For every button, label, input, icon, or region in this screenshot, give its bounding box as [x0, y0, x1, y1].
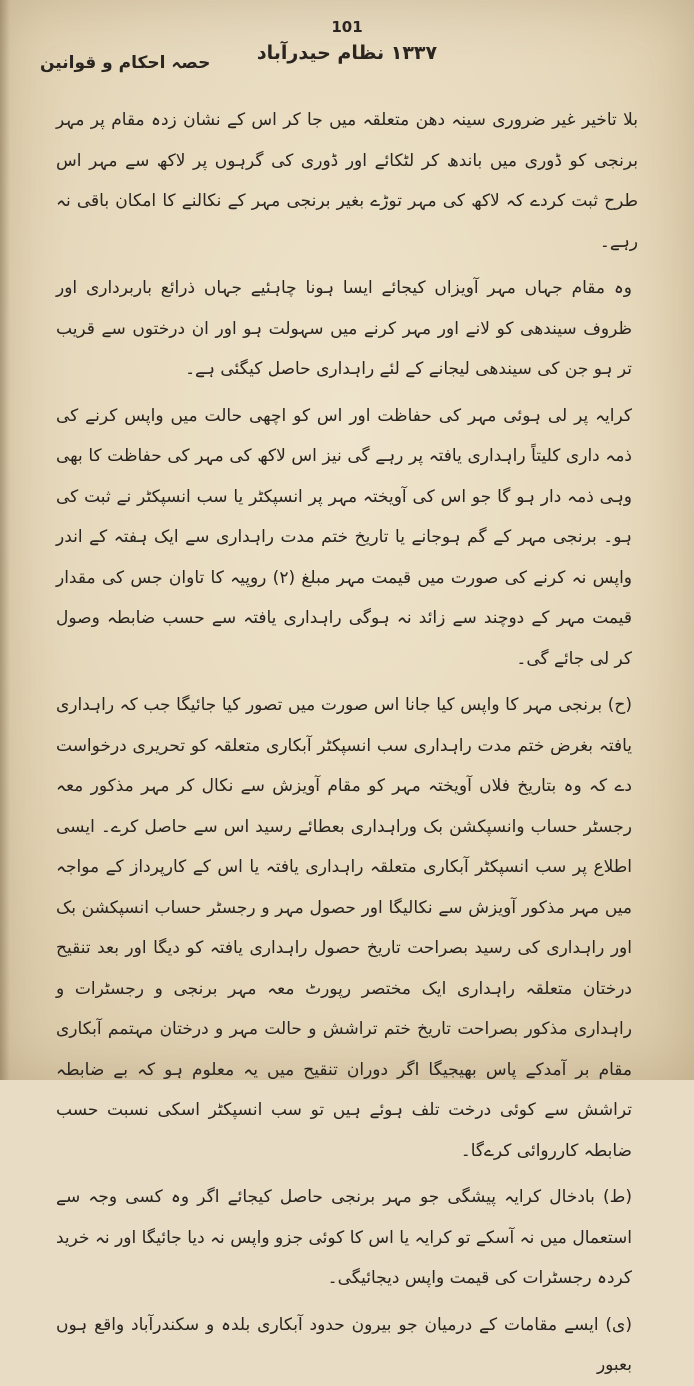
- page-edge-shadow: [0, 0, 10, 1080]
- paragraph: (ح) برنجی مہر کا واپس کیا جانا اس صورت میں تصور کیا جائیگا جب کہ راہداری یافتہ بغرض ختم مدت راہداری سب انسپکٹر آبکاری متعلقہ کو تحریری درخواست دے کہ وہ بتاریخ فلاں آویختہ مہر کو مقام آویزش سے نکال کر مہر مذکور معہ رجسٹر حساب وانسپکشن بک وراہداری بعطائے رسید اس سے حاصل کرے۔ ایسی اطلاع پر سب انسپکٹر آبکاری متعلقہ راہداری یافتہ یا اس کے کارپرداز کے مواجہ میں مہر مذکور آویزش سے نکالیگا اور حصول مہر و رجسٹر حساب انسپکشن بک اور راہداری کی رسید بصراحت تاریخ حصول راہداری یافتہ کو دیگا اور بعد تنقیح درختان متعلقہ راہداری ایک مختصر رپورٹ معہ مہر برنجی و رجسٹرات و راہداری مذکور بصراحت تاریخ ختم تراشش و حالت مہر و درختان مہتمم آبکاری مقام بر آمدکے پاس بھیجیگا اگر دوران تنقیح میں یہ معلوم ہو کہ بے ضابطہ تراشش سے کوئی درخت تلف ہوئے ہیں تو سب انسپکٹر اسکی نسبت حسب ضابطہ کارروائی کرےگا۔: [56, 695, 632, 1161]
- running-title: ۱۳۳۷ نظام حیدرآباد: [256, 42, 438, 64]
- section-label: حصہ احکام و قوانین: [40, 53, 211, 73]
- page-number: 101: [331, 18, 363, 36]
- paragraph: (ی) ایسے مقامات کے درمیان جو بیرون حدود آبکاری بلدہ و سکندرآباد واقع ہوں بعبور: [56, 1314, 632, 1375]
- document-body: [56, 100, 638, 1386]
- page-header: [40, 18, 654, 98]
- paragraph: کرایہ پر لی ہوئی مہر کی حفاظت اور اس کو اچھی حالت میں واپس کرنے کی ذمہ داری کلیتاً راہداری یافتہ پر رہے گی نیز اس لاکھ کی مہر کی حفاظت کا بھی وہی ذمہ دار ہو گا جو اس کی آویختہ مہر پر انسپکٹر یا سب انسپکٹر نے ثبت کی ہو۔ برنجی مہر کے گم ہوجانے یا تاریخ ختم مدت راہداری سے ایک ہفتہ کے اندر واپس نہ کرنے کی صورت میں قیمت مہر مبلغ (۲) روپیہ کا تاوان جس کی مقدار قیمت مہر کے دوچند سے زائد نہ ہوگی راہداری یافتہ سے حسب ضابطہ وصول کر لی جائے گی۔: [56, 405, 633, 669]
- paragraph: وہ مقام جہاں مہر آویزاں کیجائے ایسا ہونا چاہئیے جہاں ذرائع باربرداری اور ظروف سیندھی کو لانے اور مہر کرنے میں سہولت ہو اور ان درختوں سے قریب تر ہو جن کی سیندھی لیجانے کے لئے راہداری حاصل کیگئی ہے۔: [56, 278, 632, 379]
- paragraph: (ط) بادخال کرایہ پیشگی جو مہر برنجی حاصل کیجائے اگر وہ کسی وجہ سے استعمال میں نہ آسکے تو کرایہ یا اس کا کوئی جزو واپس نہ دیا جائیگا اور نہ خرید کردہ رجسٹرات کی قیمت واپس دیجائیگی۔: [56, 1187, 632, 1288]
- paragraph: بلا تاخیر غیر ضروری سینہ دھن متعلقہ میں جا کر اس کے نشان زدہ مقام پر مہر برنجی کو ڈوری میں باندھ کر لٹکائے اور ڈوری کی گرہوں پر لاکھ سے مہر اس طرح ثبت کردے کہ لاکھ کی مہر توڑے بغیر برنجی مہر کے نکالنے کا امکان باقی نہ رہے۔: [56, 110, 638, 252]
